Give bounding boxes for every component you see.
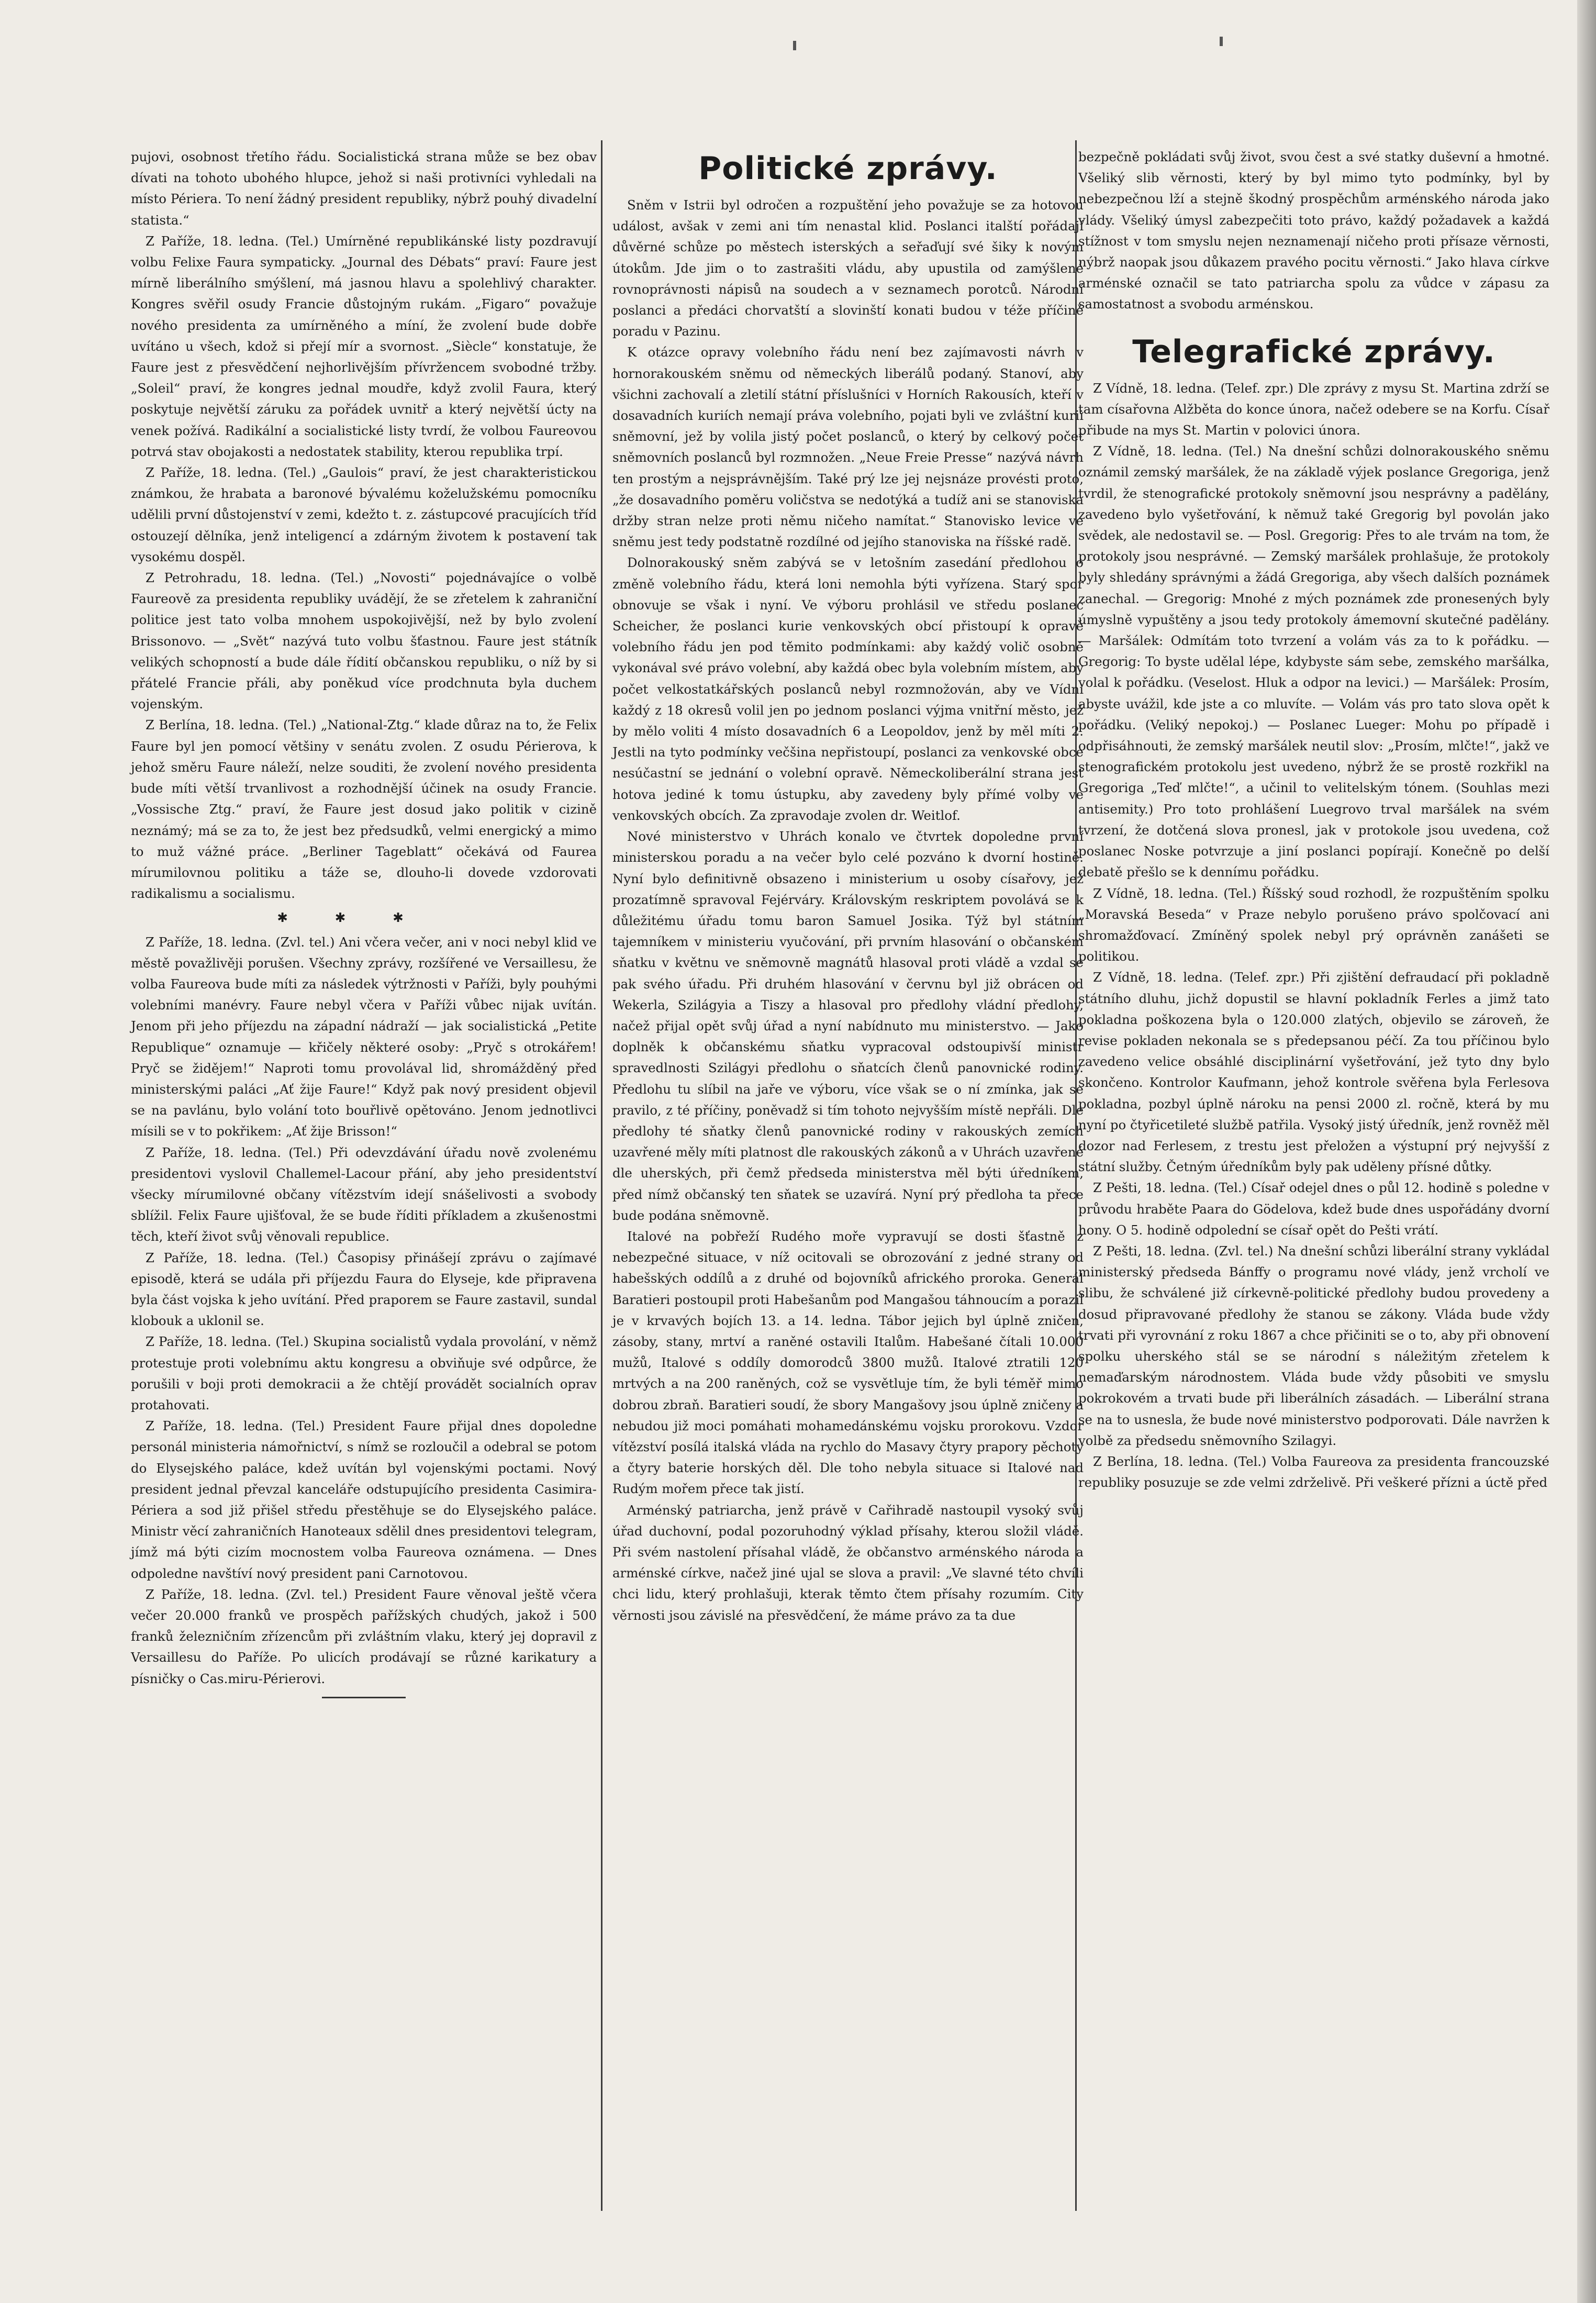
article-paragraph: Z Petrohradu, 18. ledna. (Tel.) „Novosti“ pojednávajíce o volbě Faureově za presidenta republiky uvádějí, že se zřetelem k zahraniční politice jest tato volba mnohem uspokojivější, než by bylo zvolení Brissonovo. — „Svět“ nazývá tuto volbu šťastnou. Faure jest státník velikých schopností a bude dále řídití občanskou republiku, o níž by si přátelé Francie přáli, aby poněkud více prodchnuta byla duchem vojenským. — [131, 570, 597, 712]
article-paragraph: Z Vídně, 18. ledna. (Tel.) Říšský soud rozhodl, že rozpuštěním spolku „Moravská Beseda“ v Praze nebylo porušeno právo spolčovací ani shromažďovací. Zmíněný spolek nebyl prý oprávněn zanášeti se politikou. — [1078, 885, 1549, 964]
article-paragraph: Z Paříže, 18. ledna. (Tel.) President Faure přijal dnes dopoledne personál ministeria námořnictví, s nímž se rozloučil a odebral se potom do Elysejského paláce, kdež uvítán byl vojenskými poctami. Nový president jednal převzal kanceláře odstupujícího presidenta Casimira-Périera a sod již přišel středu přestěhuje se do Elysejského paláce. Ministr věcí zahraničních Hanoteaux sdělil dnes presidentovi telegram, jímž má býti cizím mocnostem volba Faureova oznámena. — Dnes odpoledne navštíví nový president pani Carnotovou. — [131, 1418, 597, 1581]
article-paragraph: Z Paříže, 18. ledna. (Tel.) Časopisy přinášejí zprávu o zajímavé episodě, která se udála při příjezdu Faura do Elyseje, kde připravena byla část vojska k jeho uvítání. Před praporem se Faure zastavil, sundal klobouk a uklonil se. — [131, 1250, 597, 1329]
article-paragraph: Z Paříže, 18. ledna. (Tel.) Při odevzdávání úřadu nově zvolenému presidentovi vyslovil Challemel-Lacour přání, aby jeho presidentství všecky mírumilovné občany vítězstvím idejí snášelivosti a svobody sblížil. Felix Faure ujišťoval, že se bude říditi příkladem a zkušenostmi těch, kteří život svůj věnovali republice. — [131, 1144, 597, 1244]
article-paragraph: Italové na pobřeží Rudého moře vypravují se dosti šťastně z nebezpečné situace, v níž ocitovali se obrozování z jedné strany od habešských oddílů a z druhé od bojovníků afrického proroka. Generál Baratieri postoupil proti Habešanům pod Mangašou táhnoucím a porazil je v krvavých bojích 13. a 14. ledna. Tábor jejich byl úplně zničen, zásoby, stany, mrtví a raněné ostavili Italům. Habešané čítali 10.000 mužů, Italové s oddíly domorodců 3800 mužů. Italové ztratili 120 mrtvých a na 200 raněných, což se vysvětluje tím, že byli téměř mimo dobrou zbraň. Baratieri soudí, že sbory Mangašovy jsou úplně zničeny a nebudou již moci pomáhati mohamedánskému vojsku prorokovu. Vzdor vítězství posílá italská vláda na rychlo do Masavy čtyry prapory pěchoty a čtyry baterie horských děl. Dle toho nebyla situace si Italové nad Rudým mořem přece tak jistí. — [612, 1228, 1084, 1497]
article-paragraph: Z Berlína, 18. ledna. (Tel.) „National-Ztg.“ klade důraz na to, že Felix Faure byl jen pomocí většiny v senátu zvolen. Z osudu Périerova, k jehož směru Faure náleží, nelze souditi, že zvolení nového presidenta bude míti větší trvanlivost a rozhodnější účinek na osudy Francie. „Vossische Ztg.“ praví, že Faure jest dosud jako politik v cizině neznámý; má se za to, že jest bez předsudků, velmi energický a mimo to muž vážné práce. „Berliner Tageblatt“ očekává od Faurea mírumilovnou politiku a táže se, dlouho-li dovede vzdorovati radikalismu a socialismu. — [131, 717, 597, 902]
article-paragraph: Z Paříže, 18. ledna. (Tel.) Skupina socialistů vydala provolání, v němž protestuje proti volebnímu aktu kongresu a obviňuje své odpůrce, že porušili v boji proti demokracii a že chtějí provádět socialních oprav protahovati. — [131, 1334, 597, 1412]
article-paragraph: Z Vídně, 18. ledna. (Telef. zpr.) Při zjištění defraudací při pokladně státního dluhu, jichž dopustil se hlavní pokladník Ferles a jimž tato pokladna poškozena byla o 120.000 zlatých, objevilo se zároveň, že revise pokladen nekonala se s předepsanou péčí. Za tou příčinou bylo zavedeno velice obsáhlé disciplinární vyšetřování, jež tyto dny bylo skončeno. Kontrolor Kaufmann, jehož kontrole svěřena byla Ferlesova pokladna, pozbyl úplně nároku na pensi 2000 zl. ročně, která by mu nyní po čtyřicetileté službě patřila. Vysoký jistý úředník, jenž rovněž měl dozor nad Ferlesem, z trestu jest přeložen a výstupní prý nejvyšší z státní služby. Četným úředníkům byly pak uděleny přísné důtky. — [1078, 970, 1549, 1175]
section-heading-telegraph: Telegrafické zprávy. — [1132, 333, 1495, 370]
scan-speck — [1220, 37, 1223, 46]
article-paragraph: Dolnorakouský sněm zabývá se v letošním zasedání předlohou o změně volebního řádu, která loni nemohla býti vyřízena. Starý spor obnovuje se však i nyní. Ve výboru prohlásil ve středu poslanec Scheicher, že poslanci kurie venkovských obcí přistoupí k opravě volebního řádu jen pod těmito podmínkami: aby každý volič osobně vykonával své právo volební, aby každá obec byla volebním místem, aby počet velkostatkářských poslanců nebyl rozmnožován, aby ve Vídni každý z 18 okresů volil jen po jednom poslanci výjma vnitřní město, jež by mělo voliti 4 místo dosavadních 6 a Leopoldov, jenž by měl míti 2. Jestli na tyto podmínky večšina nepřistoupí, poslanci za venkovské obce nesúčastní se jednání o volební opravě. Německoliberální strana jest hotova jediné k tomu ústupku, aby zavedeny byly přímé volby ve venkovských obcích. Za zpravodaje zvolen dr. Weitlof. — [612, 555, 1084, 823]
article-paragraph: Z Paříže, 18. ledna. (Zvl. tel.) Ani včera večer, ani v noci nebyl klid ve městě považlivěji porušen. Všechny zprávy, rozšířené ve Versaillesu, že volba Faureova bude míti za následek výtržnosti v Paříži, byly pouhými volebními manévry. Faure nebyl včera v Paříži vůbec nijak uvítán. Jenom při jeho příjezdu na západní nádraží — jak socialistická „Petite Republique“ oznamuje — křičely některé osoby: „Pryč s otrokářem! Pryč se židějem!“ Naproti tomu provolával lid, shromážděný před ministerskými paláci „Ať žije Faure!“ Když pak nový president objevil se na pavlánu, bylo volání toto bouřlivě opětováno. Jenom jednotlivci mísili se v to pokřikem: „Ať žije Brisson!“ — [131, 934, 597, 1139]
section-heading-politics: Politické zprávy. — [698, 150, 998, 187]
column-right — [1078, 147, 1549, 1493]
column-middle — [612, 147, 1084, 1626]
scan-speck — [793, 41, 796, 50]
article-paragraph: Nové ministerstvo v Uhrách konalo ve čtvrtek dopoledne první ministerskou poradu a na večer bylo celé pozváno k dvorní hostině. Nyní bylo definitivně obsazeno i ministerium u osoby císařovy, jež prozatímně spravoval Fejérváry. Královským reskriptem povolává se k důležitému úřadu tomu baron Samuel Josika. Týž byl státním tajemníkem v ministeriu vyučování, při prvním hlasování o občanském sňatku v květnu ve sněmovně magnátů hlasoval proti vládě a vzdal se pak svého úřadu. Při druhém hlasování v červnu byl již obrácen od Wekerla, Szilágyia a Tiszy a hlasoval pro předlohy vládní předlohy, načež přijal opět svůj úřad a nyní nabídnuto mu ministerstvo. — Jako doplněk k občanskému sňatku vypracoval odstoupivší ministr spravedlnosti Szilágyi předlohu o sňatcích členů panovnické rodiny. Předlohu tu slíbil na jaře ve výboru, více však se o ní zmínka, jak se pravilo, z té příčiny, poněvadž si tím tohoto nejvyšším místě nepřáli. Dle předlohy té sňatky členů panovnické rodiny v rakouských zemích uzavřené měly míti platnost dle rakouských zákonů a v Uhrách uzavřené dle uherských, při čemž předseda ministerstva měl býti úředníkem, před nímž občanský ten sňatek se uzavírá. Nyní prý předloha ta přece bude podána sněmovně. — [612, 829, 1084, 1223]
article-paragraph: pujovi, osobnost třetího řádu. Socialistická strana může se bez obav dívati na tohoto ubohého hlupce, jehož si naši protivníci vyhledali na místo Périera. To není žádný president republiky, nýbrž pouhý divadelní statista.“ — [131, 149, 597, 228]
article-paragraph: bezpečně pokládati svůj život, svou čest a své statky duševní a hmotné. Všeliký slib věrnosti, který by byl mimo tyto podmínky, byl by nebezpečnou lží a stejně škodný prospěchům arménského národa jako vlády. Všeliký úmysl zabezpečiti toto právo, každý požadavek a každá stížnost v tom smyslu nejen neznamenají ničeho proti přísaze věrnosti, nýbrž naopak jsou důkazem pravého pocitu věrnosti.“ Jako hlava církve arménské označil se tato patriarcha spolu za vůdce v zápasu za samostatnost a svobodu arménskou. — [1078, 149, 1549, 312]
article-paragraph: Z Paříže, 18. ledna. (Zvl. tel.) President Faure věnoval ještě včera večer 20.000 franků ve prospěch pařížských chudých, jakož i 500 franků železničním zřízencům při zvláštním vlaku, který jej dopravil z Versaillesu do Paříže. Po ulicích prodávají se různé karikatury a písničky o Cas.miru-Périerovi. — [131, 1586, 597, 1686]
column-left — [131, 147, 597, 1698]
section-separator-stars: ✱✱✱ — [277, 910, 451, 926]
end-rule — [322, 1697, 406, 1698]
column-rule — [601, 140, 602, 2211]
article-paragraph: Z Paříže, 18. ledna. (Tel.) Umírněné republikánské listy pozdravují volbu Felixe Faura sympaticky. „Journal des Débats“ praví: Faure jest mírně liberálního smýšlení, má jasnou hlavu a spolehlivý charakter. Kongres svěřil osudy Francie důstojným rukám. „Figaro“ považuje nového presidenta za umírněného a míní, že zvolení bude dobře uvítáno u všech, kdož si přejí mír a svornost. „Siècle“ konstatuje, že Faure jest z přesvědčení nejhorlivějším přívržencem svobodné tržby. „Soleil“ praví, že kongres jednal moudře, když zvolil Faura, který poskytuje největší záruku za pořádek uvnitř a který největší úcty na venek požívá. Radikální a socialistické listy tvrdí, že volbou Faureovou potrvá stav obojakosti a nedostatek stability, kterou republika trpí. — [131, 233, 597, 459]
article-paragraph: Z Berlína, 18. ledna. (Tel.) Volba Faureova za presidenta francouzské republiky posuzuje se zde velmi zdrželivě. Při veškeré přízni a úctě před — [1078, 1453, 1549, 1490]
article-paragraph: K otázce opravy volebního řádu není bez zajímavosti návrh v hornorakouském sněmu od německých liberálů podaný. Stanoví, aby všichni zachovalí a zletilí státní příslušníci v Horních Rakousích, kteří v dosavadních kuriích nemají práva volebního, pojati byli ve zvláštní kurii sněmovní, jež by volila jistý počet poslanců, o který by celkový počet sněmovních poslanců byl rozmnožen. „Neue Freie Presse“ nazývá návrh ten prostým a nejsprávnějším. Také prý lze jej nejsnáze provésti proto, „že dosavadního poměru voličstva se nedotýká a tudíž ani se stanoviska držby stran nelze proti němu ničeho namítat.“ Stanovisko levice ve sněmu jest tedy podstatně rozdílné od jejího stanoviska na říšské radě. — [612, 344, 1084, 550]
article-paragraph: Z Paříže, 18. ledna. (Tel.) „Gaulois“ praví, že jest charakteristickou známkou, že hrabata a baronové bývalému koželužskému pomocníku udělili první důstojenství v zemi, kdežto t. z. zástupcové pracujících tříd ostouzejí dělníka, jenž inteligencí a zdárným životem k postavení tak vysokému dospěl. — [131, 465, 597, 564]
page-edge-shadow — [1577, 0, 1596, 2303]
article-paragraph: Sněm v Istrii byl odročen a rozpuštění jeho považuje se za hotovou událost, avšak v zemi ani tím nenastal klid. Poslanci italští pořádají důvěrné schůze po městech isterských a seřaďují své šiky k novým útokům. Jde jim o to zastrašiti vládu, aby upustila od zamýšlené rovnoprávnosti nápisů na soudech a v seznamech porotců. Národní poslanci a předáci chorvatští a slovinští konati budou v téže příčině poradu v Pazinu. — [612, 197, 1084, 339]
article-paragraph: Z Pešti, 18. ledna. (Tel.) Císař odejel dnes o půl 12. hodině s poledne v průvodu hraběte Paara do Gödelova, kdež bude dnes uspořádány dvorní hony. O 5. hodině odpolední se císař opět do Pešti vrátí. — [1078, 1180, 1549, 1238]
article-paragraph: Arménský patriarcha, jenž právě v Cařihradě nastoupil vysoký svůj úřad duchovní, podal pozoruhodný výklad přísahy, kterou složil vládě. Při svém nastolení přísahal vládě, že občanstvo arménského národa a arménské církve, načež jiné ujal se slova a pravil: „Ve slavné této chvíli chci lidu, který prohlašuji, kterak těmto čtem přísahy rozumím. City věrnosti jsou závislé na přesvědčení, že máme právo za ta due — [612, 1502, 1084, 1623]
article-paragraph: Z Vídně, 18. ledna. (Telef. zpr.) Dle zprávy z mysu St. Martina zdrží se tam císařovna Alžběta do konce února, načež odebere se na Korfu. Císař přibude na mys St. Martin v polovici února. — [1078, 380, 1549, 438]
article-paragraph: Z Vídně, 18. ledna. (Tel.) Na dnešní schůzi dolnorakouského sněmu oznámil zemský maršálek, že na základě výjek poslance Gregoriga, jenž tvrdil, že stenografické protokoly sněmovní jsou nesprávny a padělány, zavedeno bylo vyšetřování, k němuž také Gregorig byl povolán jako svědek, ale nedostavil se. — Posl. Gregorig: Přes to ale trvám na tom, že protokoly jsou nesprávné. — Zemský maršálek prohlašuje, že protokoly byly shledány správnými a žádá Gregoriga, aby všech dalších poznámek zanechal. — Gregorig: Mnohé z mých poznámek zde pronesených byly úmyslně vypuštěny a jsou tedy protokoly ámemovní skutečné padělány. — Maršálek: Odmítám toto tvrzení a volám vás za to k pořádku. — Gregorig: To byste udělal lépe, kdybyste sám sebe, zemského maršálka, volal k pořádku. (Veselost. Hluk a odpor na levici.) — Maršálek: Prosím, abyste uvážil, kde jste a co mluvíte. — Volám vás pro tato slova opět k pořádku. (Veliký nepokoj.) — Poslanec Lueger: Mohu po případě i odpřisáhnouti, že zemský maršálek neutil slov: „Prosím, mlčte!“, jakž ve stenografickém protokolu jest uvedeno, nýbrž že se prostě rozkřikl na Gregoriga „Teď mlčte!“, a učinil to velitelským tónem. (Souhlas mezi antisemity.) Pro toto prohlášení Luegrovo trval maršálek na svém tvrzení, že dotčená slova pronesl, jak v protokole jsou uvedena, což poslanec Noske potvrzuje a jiní poslanci popírají. Konečně po delší debatě přešlo se k dennímu pořádku. — [1078, 443, 1549, 880]
article-paragraph: Z Pešti, 18. ledna. (Zvl. tel.) Na dnešní schůzi liberální strany vykládal ministerský předseda Bánffy o programu nové vlády, jenž vrcholí ve slibu, že schválené již církevně-politické předlohy budou provedeny a dosud připravované předlohy že stanou se zákony. Vláda bude vždy trvati při vyrovnání z roku 1867 a chce přičiniti se o to, aby při obnovení spolku uherského stál se se národní s náležitým zřetelem k nemaďarským národnostem. Vláda bude vždy působiti ve smyslu pokrokovém a trvati bude při liberálních zásadách. — Liberální strana se na to usnesla, že bude nové ministerstvo podporovati. Dále navržen k volbě za předsedu sněmovního Szilagyi. — [1078, 1243, 1549, 1448]
